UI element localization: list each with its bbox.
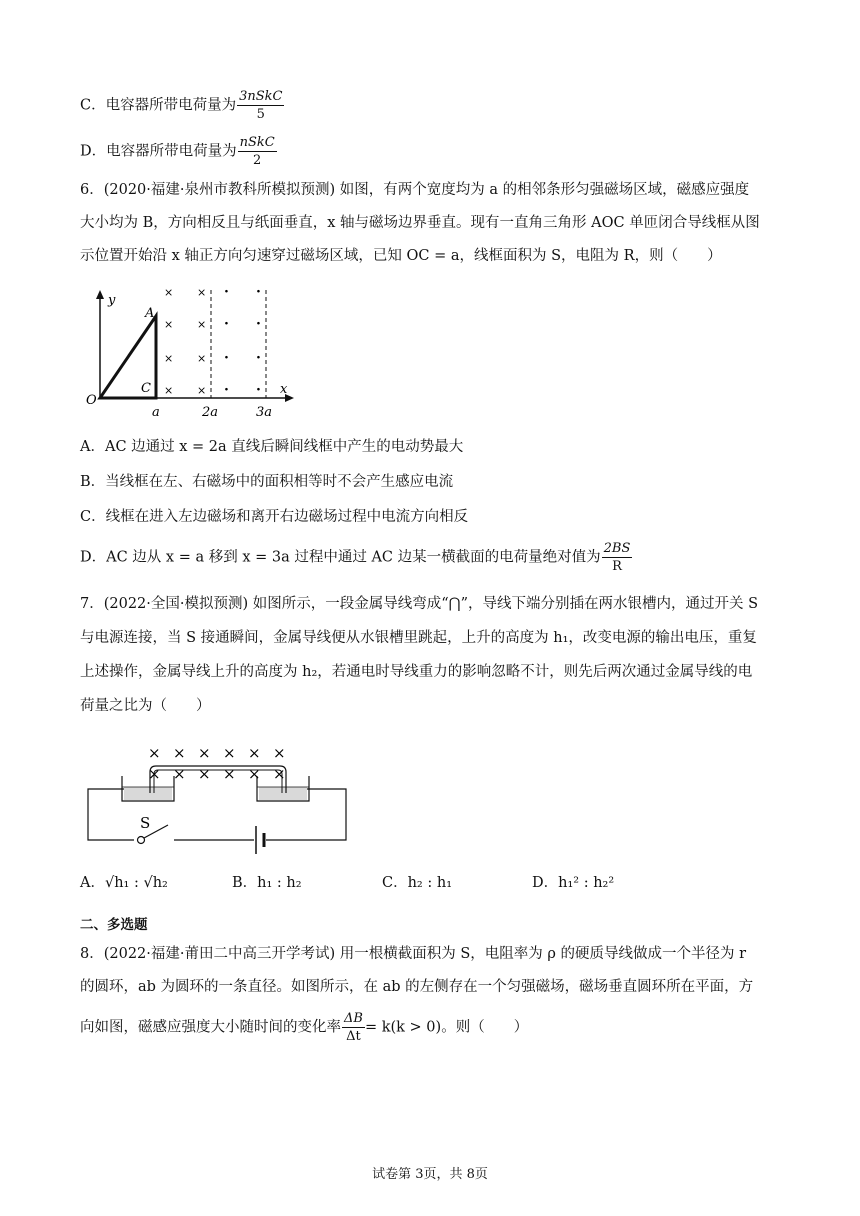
field-cross: × xyxy=(197,318,207,331)
field-cross: × xyxy=(148,744,161,762)
mercury-right xyxy=(259,787,307,800)
q7-option-a: A．√h₁ : √h₂ xyxy=(80,875,168,891)
field-cross: × xyxy=(197,352,207,365)
field-cross: × xyxy=(197,384,207,397)
q7-option-d: D．h₁² : h₂² xyxy=(532,875,615,891)
field-dot: · xyxy=(256,350,261,366)
q8-line-3-text: 向如图，磁感应强度大小随时间的变化率 xyxy=(80,1019,341,1036)
fraction-numerator: nSkC xyxy=(239,135,275,150)
field-cross: × xyxy=(223,765,236,783)
fraction-numerator: ΔB xyxy=(344,1011,363,1026)
field-cross: × xyxy=(148,765,161,783)
fraction-denominator: 2 xyxy=(253,153,262,168)
field-out-of-page xyxy=(224,284,261,398)
q6-option-d-text: D．AC 边从 x = a 移到 x = 3a 过程中通过 AC 边某一横截面的电荷量绝对值为 xyxy=(80,549,601,566)
q8-line-2: 的圆环，ab 为圆环的一条直径。如图所示，在 ab 的左侧存在一个匀强磁场，磁场垂直圆环所在平面，方 xyxy=(80,979,754,995)
field-dot: · xyxy=(224,350,229,366)
point-c-label: C xyxy=(141,381,151,396)
field-cross: × xyxy=(164,286,174,299)
fraction-numerator: 3nSkC xyxy=(239,89,283,104)
q7-figure xyxy=(84,738,356,858)
origin-label: O xyxy=(86,393,97,408)
q7-line-3: 上述操作，金属导线上升的高度为 h₂，若通电时导线重力的影响忽略不计，则先后两次通过金属导线的电 xyxy=(80,664,753,680)
point-a-label: A xyxy=(145,306,155,321)
field-cross: × xyxy=(164,384,174,397)
field-dot: · xyxy=(224,284,229,300)
field-dot: · xyxy=(256,284,261,300)
field-cross: × xyxy=(197,286,207,299)
field-cross: × xyxy=(173,744,186,762)
field-cross: × xyxy=(248,744,261,762)
fraction-numerator: 2BS xyxy=(603,541,631,556)
q5-option-c xyxy=(80,88,284,123)
q8-line-3-suffix: = k(k > 0)。则（ ） xyxy=(364,1019,529,1036)
q5-option-d-text: D．电容器所带电荷量为 xyxy=(80,143,237,160)
q6-figure xyxy=(78,284,298,420)
tick-a: a xyxy=(152,405,160,420)
tick-3a: 3a xyxy=(256,405,273,420)
mercury-left xyxy=(124,787,172,800)
field-crosses xyxy=(148,744,286,783)
fraction-denominator: R xyxy=(612,559,622,574)
q5-option-c-text: C．电容器所带电荷量为 xyxy=(80,97,237,114)
q7-option-c: C．h₂ : h₁ xyxy=(382,875,453,891)
q6-option-b: B．当线框在左、右磁场中的面积相等时不会产生感应电流 xyxy=(80,474,454,490)
q6-option-d-fraction xyxy=(602,540,633,575)
field-cross: × xyxy=(223,744,236,762)
field-dot: · xyxy=(256,316,261,332)
field-cross: × xyxy=(248,765,261,783)
q6-line-3: 示位置开始沿 x 轴正方向匀速穿过磁场区域，已知 OC = a，线框面积为 S，电阻为 R，则（ ） xyxy=(80,248,722,264)
q8-line-3 xyxy=(80,1010,528,1045)
q8-line-1: 8．(2022·福建·莆田二中高三开学考试) 用一根横截面积为 S，电阻率为 ρ 的硬质导线做成一个半径为 r xyxy=(80,946,747,962)
field-cross: × xyxy=(198,765,211,783)
y-axis-label: y xyxy=(108,293,116,308)
field-cross: × xyxy=(273,765,286,783)
q6-option-a: A．AC 边通过 x = 2a 直线后瞬间线框中产生的电动势最大 xyxy=(80,439,464,455)
q5-option-d-fraction xyxy=(238,134,277,169)
field-cross: × xyxy=(273,744,286,762)
field-dot: · xyxy=(224,316,229,332)
field-cross: × xyxy=(173,765,186,783)
fraction-denominator: 5 xyxy=(256,107,265,122)
fraction-denominator: Δt xyxy=(346,1029,361,1044)
q7-option-b: B．h₁ : h₂ xyxy=(232,875,302,891)
field-cross: × xyxy=(164,318,174,331)
q7-line-1: 7．(2022·全国·模拟预测) 如图所示，一段金属导线弯成“⋂”，导线下端分别插在两水银槽内，通过开关 S xyxy=(80,596,759,612)
tick-2a: 2a xyxy=(202,405,219,420)
q6-line-1: 6．(2020·福建·泉州市教科所模拟预测) 如图，有两个宽度均为 a 的相邻条形匀强磁场区域，磁感应强度 xyxy=(80,182,750,198)
q5-option-c-fraction xyxy=(237,88,284,123)
switch-pivot xyxy=(138,837,145,844)
q6-option-c: C．线框在进入左边磁场和离开右边磁场过程中电流方向相反 xyxy=(80,509,469,525)
section-heading-multi-choice: 二、多选题 xyxy=(80,917,148,933)
switch-label: S xyxy=(140,814,151,832)
q6-line-2: 大小均为 B，方向相反且与纸面垂直，x 轴与磁场边界垂直。现有一直角三角形 AOC 单匝闭合导线框从图 xyxy=(80,215,760,231)
q7-line-2: 与电源连接，当 S 接通瞬间，金属导线便从水银槽里跳起，上升的高度为 h₁，改变电源的输出电压，重复 xyxy=(80,630,757,646)
x-axis-label: x xyxy=(280,382,288,397)
y-axis-arrow xyxy=(96,290,104,299)
field-dot: · xyxy=(224,382,229,398)
field-cross: × xyxy=(164,352,174,365)
page-footer: 试卷第 3页，共 8页 xyxy=(372,1167,488,1182)
field-cross: × xyxy=(198,744,211,762)
q5-option-d xyxy=(80,134,277,169)
q7-line-4: 荷量之比为（ ） xyxy=(80,698,211,714)
field-into-page xyxy=(164,286,206,397)
q8-rate-fraction xyxy=(342,1010,365,1045)
q6-option-d xyxy=(80,540,632,575)
field-dot: · xyxy=(256,382,261,398)
